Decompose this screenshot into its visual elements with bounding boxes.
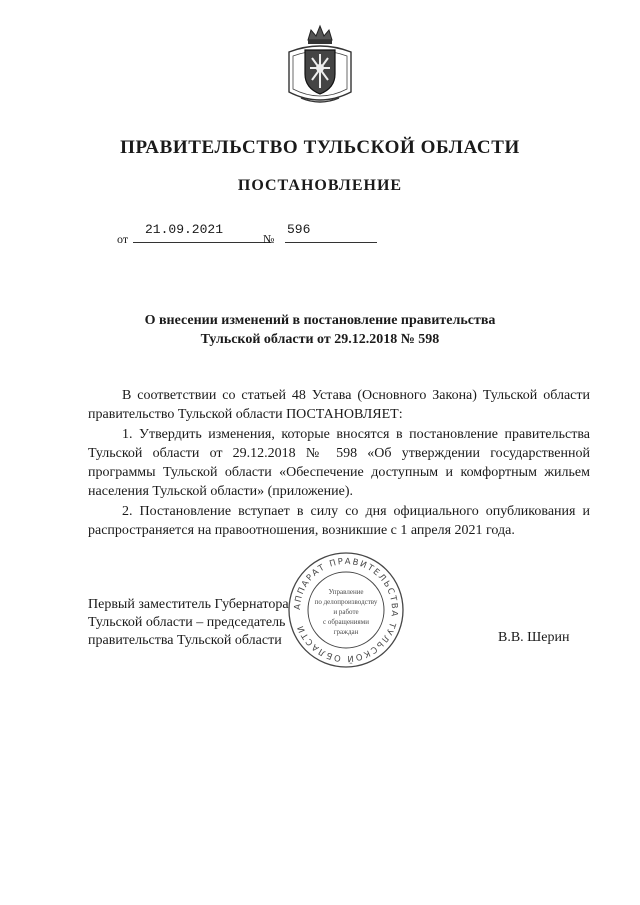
paragraph-text: 2. Постановление вступает в силу со дня официального опубликования и распространяется на правоотношения, возникшие с 1 апреля 2021 года. [88, 504, 590, 538]
signatory-line: Тульской области – председатель [88, 615, 286, 630]
stamp-ring-text: АППАРАТ ПРАВИТЕЛЬСТВА ТУЛЬСКОЙ ОБЛАСТИ [292, 556, 400, 664]
heading-line: О внесении изменений в постановление правительства [144, 313, 496, 328]
signatory-name: В.В. Шерин [498, 630, 570, 645]
stamp-center-text: по делопроизводству [314, 598, 378, 606]
government-title: ПРАВИТЕЛЬСТВО ТУЛЬСКОЙ ОБЛАСТИ [120, 137, 520, 158]
paragraph-text: 1. Утвердить изменения, которые вносятся в постановление правительства Тульской области от 29.12.2018 № 598 «Об утверждении государственной программы Тульской области «Обеспечение доступным и комфортным жильем населения Тульской области» (приложение). [88, 427, 590, 499]
paragraph-item-1 [88, 425, 590, 501]
stamp-center-text: Управление [328, 588, 364, 596]
document-number: 596 [287, 222, 311, 237]
signatory-line: Первый заместитель Губернатора [88, 597, 289, 612]
document-date: 21.09.2021 [145, 222, 224, 237]
paragraph-text: В соответствии со статьей 48 Устава (Основного Закона) Тульской области правительство Тульской области ПОСТАНОВЛЯЕТ: [88, 388, 590, 422]
coat-of-arms-icon [283, 22, 357, 110]
heading-line: Тульской области от 29.12.2018 № 598 [200, 332, 440, 347]
document-type: ПОСТАНОВЛЕНИЕ [237, 177, 403, 194]
paragraph-preamble [88, 386, 590, 424]
registration-row [117, 222, 387, 244]
number-underline [285, 242, 377, 243]
date-prefix: от [117, 232, 129, 246]
stamp-center-text: и работе [333, 608, 359, 616]
official-stamp-icon [286, 550, 406, 670]
stamp-center-text: с обращениями [323, 618, 369, 626]
document-heading [100, 311, 540, 349]
paragraph-item-2 [88, 502, 590, 540]
stamp-center-text: граждан [333, 628, 359, 636]
number-prefix: № [263, 232, 275, 246]
date-underline [133, 242, 271, 243]
signatory-line: правительства Тульской области [88, 633, 282, 648]
